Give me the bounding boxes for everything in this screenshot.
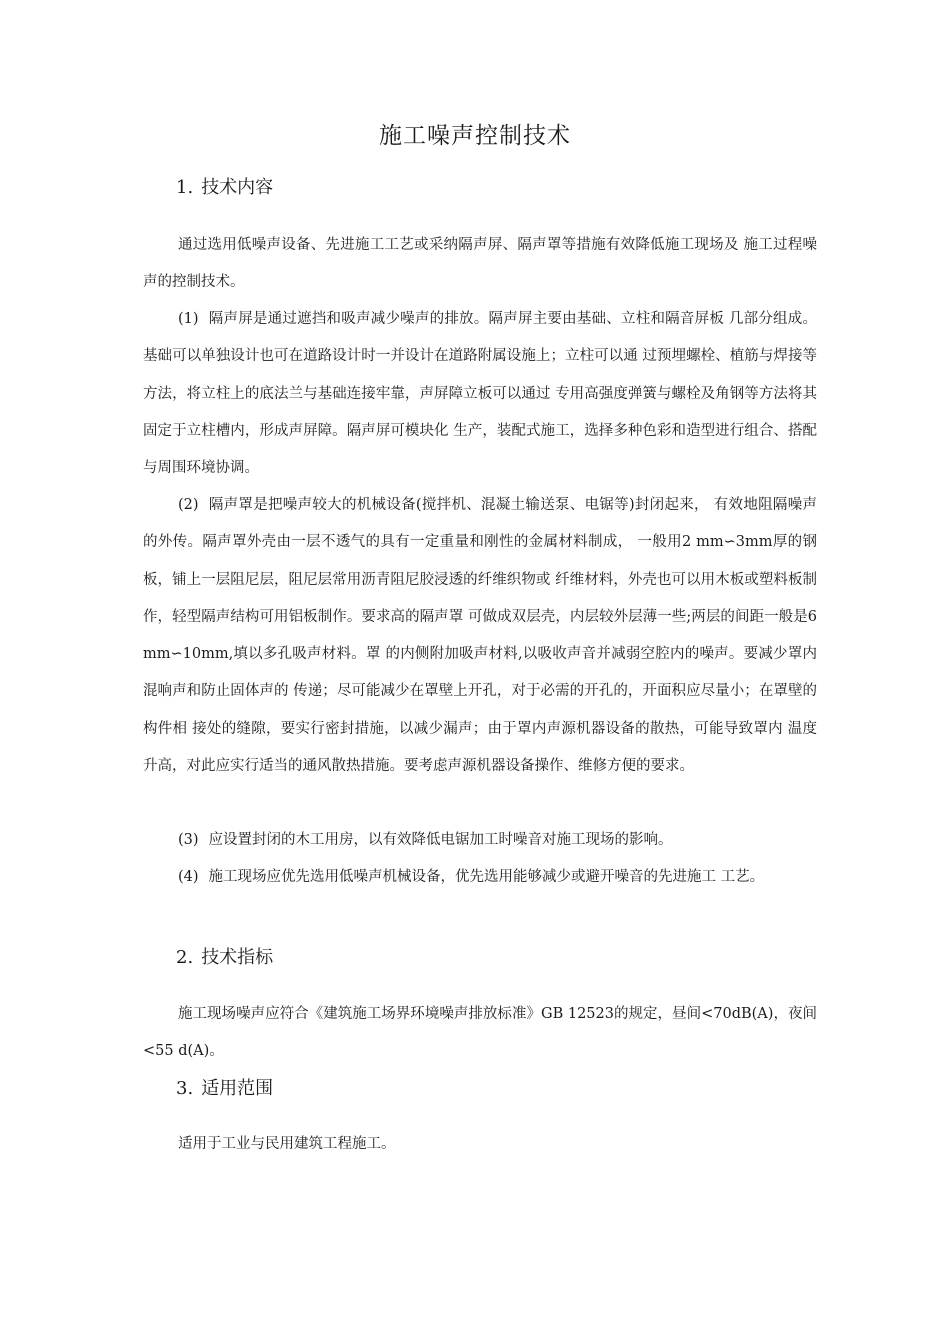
- section-number: 2.: [176, 947, 194, 968]
- list-item-sound-enclosure: [143, 487, 817, 785]
- section-number: 3.: [176, 1078, 194, 1099]
- item-text: 隔声罩是把噪声较大的机械设备(搅拌机、混凝土输送泵、电锯等)封闭起来， 有效地阻隔噪声的外传。隔声罩外壳由一层不透气的具有一定重量和刚性的金属材料制成， 一般用2 mm∽3mm厚的钢板，铺上一层阻尼层，阻尼层常用沥青阻尼胶浸透的纤维织物或 纤维材料，外壳也可以用木板或塑料板制作，轻型隔声结构可用铝板制作。要求高的隔声罩 可做成双层壳，内层较外层薄一些;两层的间距一般是6mm∽10mm,填以多孔吸声材料。罩 的内侧附加吸声材料,以吸收声音并减弱空腔内的噪声。要减少罩内混响声和防止固体声的 传递；尽可能减少在罩壁上开孔，对于必需的开孔的，开面积应尽量小；在罩壁的构件相 接处的缝隙，要实行密封措施，以减少漏声；由于罩内声源机器设备的散热，可能导致罩内 温度升高，对此应实行适当的通风散热措施。要考虑声源机器设备操作、维修方便的要求。: [143, 497, 817, 775]
- item-marker: (4): [178, 869, 199, 885]
- section-heading-technical-indicators: [176, 945, 273, 971]
- section-heading-text: 技术内容: [201, 177, 274, 198]
- intro-paragraph: 通过选用低噪声设备、先进施工工艺或采纳隔声屏、隔声罩等措施有效降低施工现场及 施工过程噪声的控制技术。: [143, 237, 817, 291]
- list-item-woodwork-room: [143, 822, 817, 859]
- section-heading-text: 适用范围: [201, 1078, 274, 1099]
- item-marker: (2): [178, 497, 199, 513]
- list-item-sound-barrier: [143, 301, 817, 487]
- item-marker: (1): [178, 311, 199, 327]
- scope-paragraph: 适用于工业与民用建筑工程施工。: [178, 1136, 396, 1152]
- item-marker: (3): [178, 832, 199, 848]
- indicator-paragraph: 施工现场噪声应符合《建筑施工场界环境噪声排放标准》GB 12523的规定，昼间<70dB(A)，夜间 <55 d(A)。: [143, 1006, 817, 1060]
- section-heading-technical-content: [176, 175, 273, 201]
- document-title: 施工噪声控制技术: [379, 123, 571, 149]
- section-heading-scope: [176, 1076, 273, 1102]
- section-number: 1.: [176, 177, 194, 198]
- item-text: 隔声屏是通过遮挡和吸声减少噪声的排放。隔声屏主要由基础、立柱和隔音屏板 几部分组成。基础可以单独设计也可在道路设计时一并设计在道路附属设施上；立柱可以通 过预埋螺栓、植筋与焊接等方法，将立柱上的底法兰与基础连接牢靠，声屏障立板可以通过 专用高强度弹簧与螺栓及角钢等方法将其固定于立柱槽内，形成声屏障。隔声屏可模块化 生产，装配式施工，选择多种色彩和造型进行组合、搭配与周围环境协调。: [143, 311, 817, 477]
- list-item-low-noise-equipment: [143, 859, 817, 896]
- section-heading-text: 技术指标: [201, 947, 274, 968]
- item-text: 应设置封闭的木工用房，以有效降低电锯加工时噪音对施工现场的影响。: [208, 832, 673, 848]
- item-text: 施工现场应优先选用低噪声机械设备，优先选用能够减少或避开噪音的先进施工 工艺。: [208, 869, 765, 885]
